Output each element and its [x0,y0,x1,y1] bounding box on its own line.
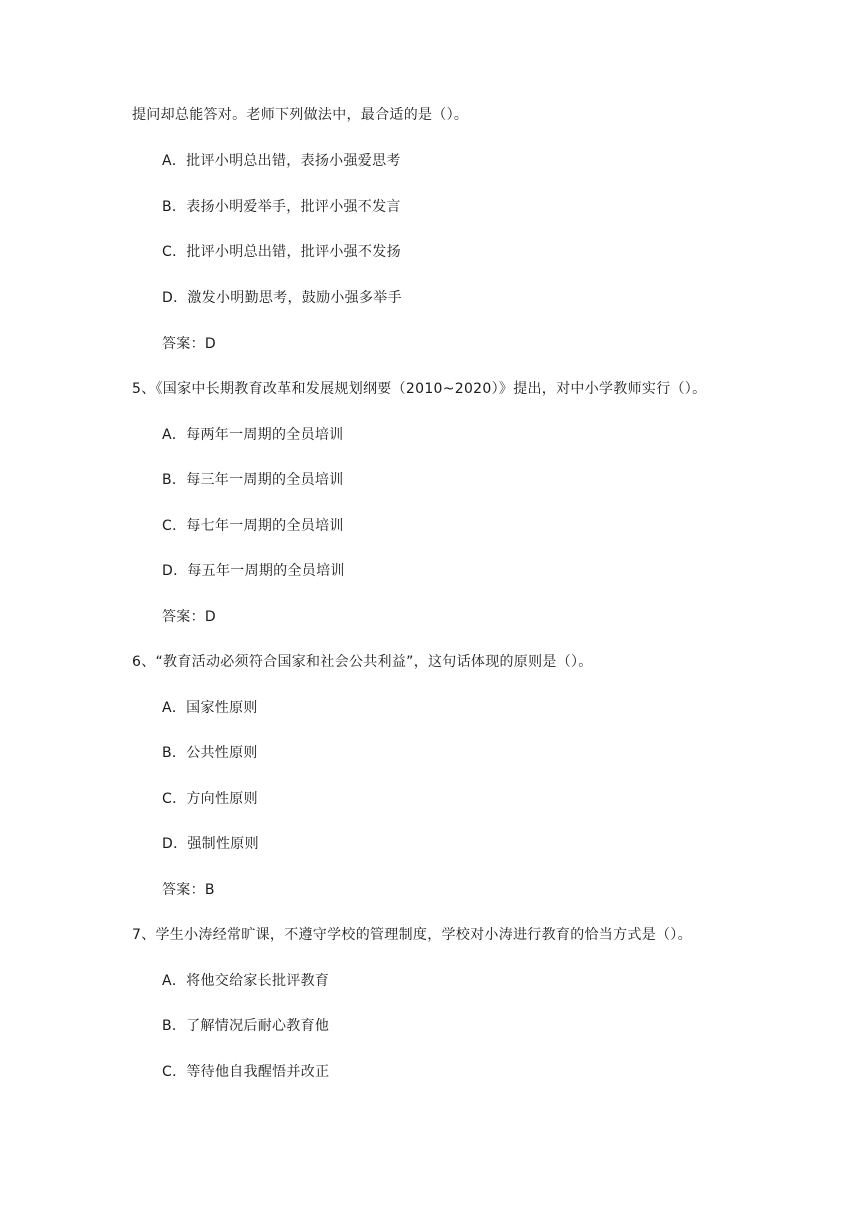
question-4-option-a: A．批评小明总出错，表扬小强爱思考 [162,153,401,169]
question-4-option-c: C．批评小明总出错，批评小强不发扬 [162,244,401,260]
question-5-answer: 答案：D [162,609,216,625]
question-5-stem: 5、《国家中长期教育改革和发展规划纲要（2010~2020）》提出，对中小学教师实行（）。 [132,381,707,397]
question-4-option-b: B．表扬小明爱举手，批评小强不发言 [162,199,401,215]
question-5-option-b: B．每三年一周期的全员培训 [162,472,344,488]
question-6-answer: 答案：B [162,882,215,898]
question-6-option-b: B．公共性原则 [162,745,258,761]
question-4-continuation: 提问却总能答对。老师下列做法中，最合适的是（）。 [132,107,469,123]
question-6-option-d: D．强制性原则 [162,836,259,852]
question-6-option-a: A．国家性原则 [162,700,258,716]
question-7-option-a: A．将他交给家长批评教育 [162,973,330,989]
question-6-option-c: C．方向性原则 [162,791,258,807]
question-4-option-d: D．激发小明勤思考，鼓励小强多举手 [162,290,402,306]
question-5-option-c: C．每七年一周期的全员培训 [162,518,344,534]
question-4-answer: 答案：D [162,336,216,352]
question-7-option-c: C．等待他自我醒悟并改正 [162,1064,330,1080]
question-6-stem: 6、“教育活动必须符合国家和社会公共利益”，这句话体现的原则是（）。 [132,654,593,670]
question-5-option-a: A．每两年一周期的全员培训 [162,427,344,443]
question-7-stem: 7、学生小涛经常旷课，不遵守学校的管理制度，学校对小涛进行教育的恰当方式是（）。 [132,927,692,943]
question-5-option-d: D．每五年一周期的全员培训 [162,563,345,579]
question-7-option-b: B．了解情况后耐心教育他 [162,1018,330,1034]
